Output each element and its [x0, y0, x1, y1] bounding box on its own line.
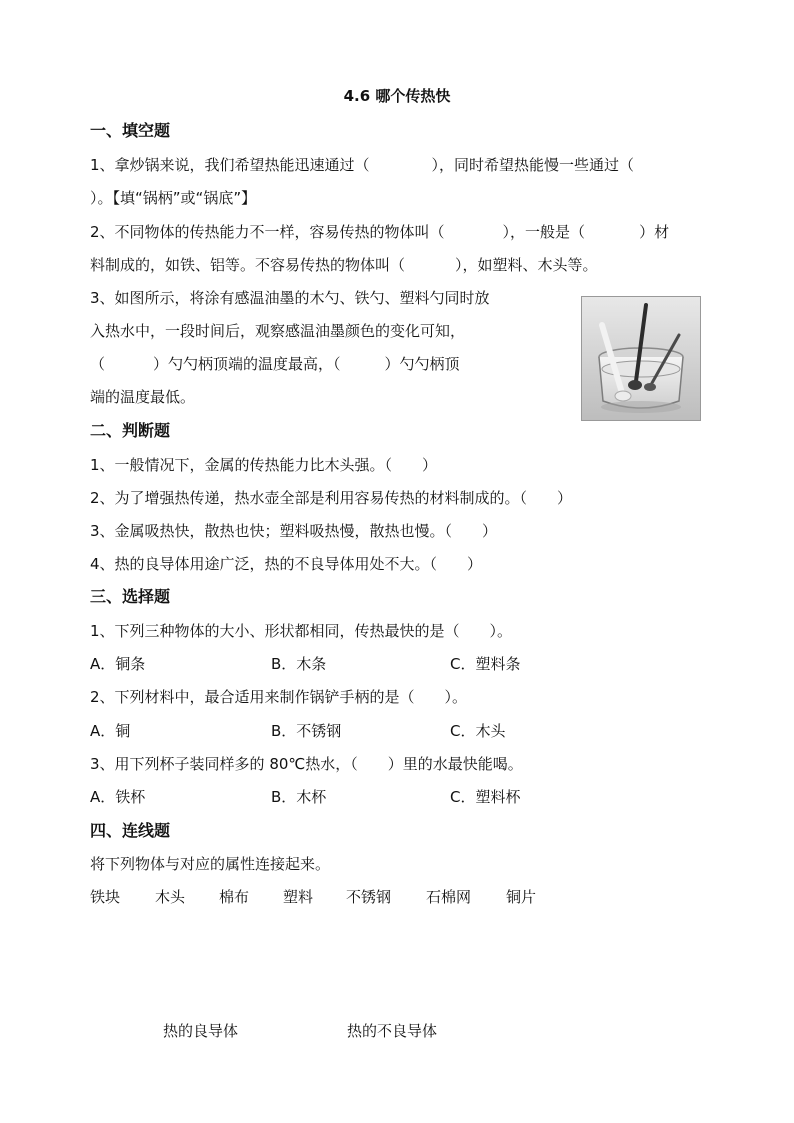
choice-q3-option-b: B．木杯 [271, 788, 327, 806]
fill-q2-line2: 料制成的，如铁、铝等。不容易传热的物体叫（ ），如塑料、木头等。 [90, 256, 598, 274]
choice-q2: 2、下列材料中，最合适用来制作锅铲手柄的是（ ）。 [90, 688, 468, 706]
fill-q3-line4: 端的温度最低。 [90, 388, 196, 406]
judge-q1: 1、一般情况下，金属的传热能力比木头强。（ ） [90, 456, 438, 474]
fill-q2-line1: 2、不同物体的传热能力不一样，容易传热的物体叫（ ），一般是（ ）材 [90, 223, 670, 241]
match-item: 棉布 [219, 888, 250, 906]
match-item: 木头 [155, 888, 186, 906]
fill-q3-line3: （ ）勺勺柄顶端的温度最高，（ ）勺勺柄顶 [90, 355, 460, 373]
fill-q3-line2: 入热水中，一段时间后，观察感温油墨颜色的变化可知， [90, 322, 466, 340]
choice-q3-option-a: A．铁杯 [90, 788, 146, 806]
choice-q2-option-b: B．不锈钢 [271, 722, 342, 740]
fill-q3-line1: 3、如图所示，将涂有感温油墨的木勺、铁勺、塑料勺同时放 [90, 289, 490, 307]
match-target-poor-conductor: 热的不良导体 [347, 1022, 438, 1040]
section-fill-heading: 一、填空题 [90, 121, 171, 140]
choice-q1-option-a: A．铜条 [90, 655, 146, 673]
section-judge-heading: 二、判断题 [90, 421, 171, 440]
fill-q1-line1: 1、拿炒锅来说，我们希望热能迅速通过（ ），同时希望热能慢一些通过（ [90, 156, 635, 174]
match-item: 塑料 [283, 888, 314, 906]
match-item: 铜片 [506, 888, 537, 906]
section-match-heading: 四、连线题 [90, 821, 171, 840]
match-instruction: 将下列物体与对应的属性连接起来。 [90, 855, 331, 873]
choice-q2-option-c: C．木头 [450, 722, 506, 740]
choice-q1-option-c: C．塑料条 [450, 655, 521, 673]
choice-q2-option-a: A．铜 [90, 722, 131, 740]
judge-q4: 4、热的良导体用途广泛，热的不良导体用处不大。（ ） [90, 555, 483, 573]
choice-q3: 3、用下列杯子装同样多的 80℃热水，（ ）里的水最快能喝。 [90, 755, 523, 773]
choice-q1-option-b: B．木条 [271, 655, 327, 673]
section-choice-heading: 三、选择题 [90, 587, 171, 606]
judge-q2: 2、为了增强热传递，热水壶全部是利用容易传热的材料制成的。（ ） [90, 489, 573, 507]
match-item: 铁块 [90, 888, 121, 906]
fill-q1-line2: ）。【填“锅柄”或“锅底”】 [90, 189, 257, 207]
match-item: 石棉网 [426, 888, 472, 906]
page-title: 4.6 哪个传热快 [343, 87, 451, 105]
choice-q1: 1、下列三种物体的大小、形状都相同，传热最快的是（ ）。 [90, 622, 513, 640]
choice-q3-option-c: C．塑料杯 [450, 788, 521, 806]
match-item: 不锈钢 [346, 888, 392, 906]
judge-q3: 3、金属吸热快，散热也快；塑料吸热慢，散热也慢。（ ） [90, 522, 498, 540]
spoons-in-water-photo [581, 296, 701, 421]
match-target-good-conductor: 热的良导体 [163, 1022, 239, 1040]
